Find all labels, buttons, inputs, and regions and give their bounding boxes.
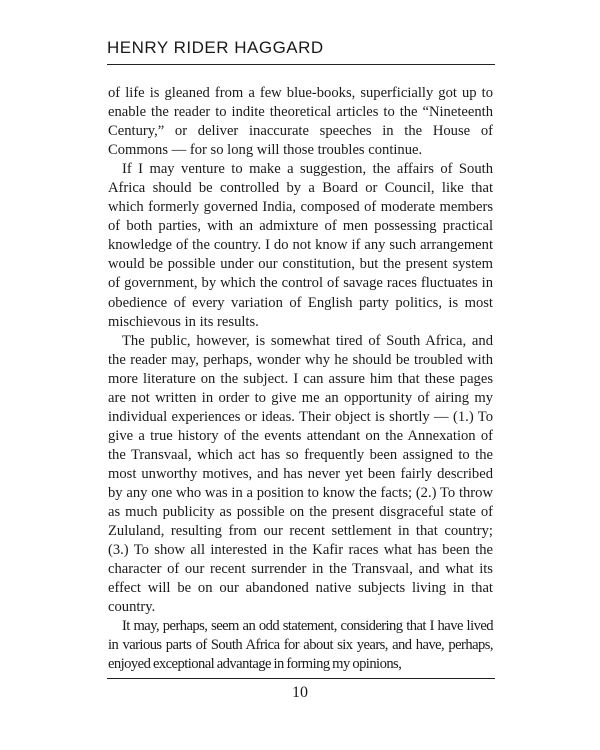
paragraph-continuation: of life is gleaned from a few blue-books, superficially got up to enable the reader to indite theoretical articles to the “Nineteenth Century,” or deliver inaccurate speeches in the House of Commons — for so long will those troubles continue.: [108, 85, 493, 159]
paragraph-object: The public, however, is somewhat tired of South Africa, and the reader may, perhaps, wonder why he should be troubled with more literature on the subject. I can assure him that these pages are not written in order to give me an opportunity of airing my individual experiences or ideas. Their object is shortly — (1.) To give a true history of the events attendant on the Annexation of the Transvaal, which act has so frequently been assigned to the most unworthy motives, and has never yet been fairly described by any one who was in a position to know the facts; (2.) To throw as much publicity as possible on the present disgraceful state of Zululand, resulting from our recent settlement in that country; (3.) To show all interested in the Kafir races what has been the character of our recent surrender in the Transvaal, and what its effect will be on our abandoned native subjects living in that country.: [108, 332, 493, 616]
running-head-title: HENRY RIDER HAGGARD: [107, 38, 324, 57]
footer-rule: [107, 678, 495, 679]
page-number: 10: [292, 684, 308, 701]
paragraph-odd-statement: It may, perhaps, seem an odd statement, considering that I have lived in various parts of South Africa for about six years, and have, perhaps, enjoyed exceptional advantage in forming my opinions,: [108, 618, 493, 673]
body-text: [108, 84, 493, 674]
header-rule: [107, 64, 495, 65]
paragraph-suggestion: If I may venture to make a suggestion, the affairs of South Africa should be controlled by a Board or Council, like that which formerly governed India, composed of moderate members of both parties, with an admixture of men possessing practical knowledge of the country. I do not know if any such arrangement would be possible under our constitution, but the present system of government, by which the control of savage races fluctuates in obedience of every variation of English party politics, is most mischievous in its results.: [108, 161, 493, 330]
